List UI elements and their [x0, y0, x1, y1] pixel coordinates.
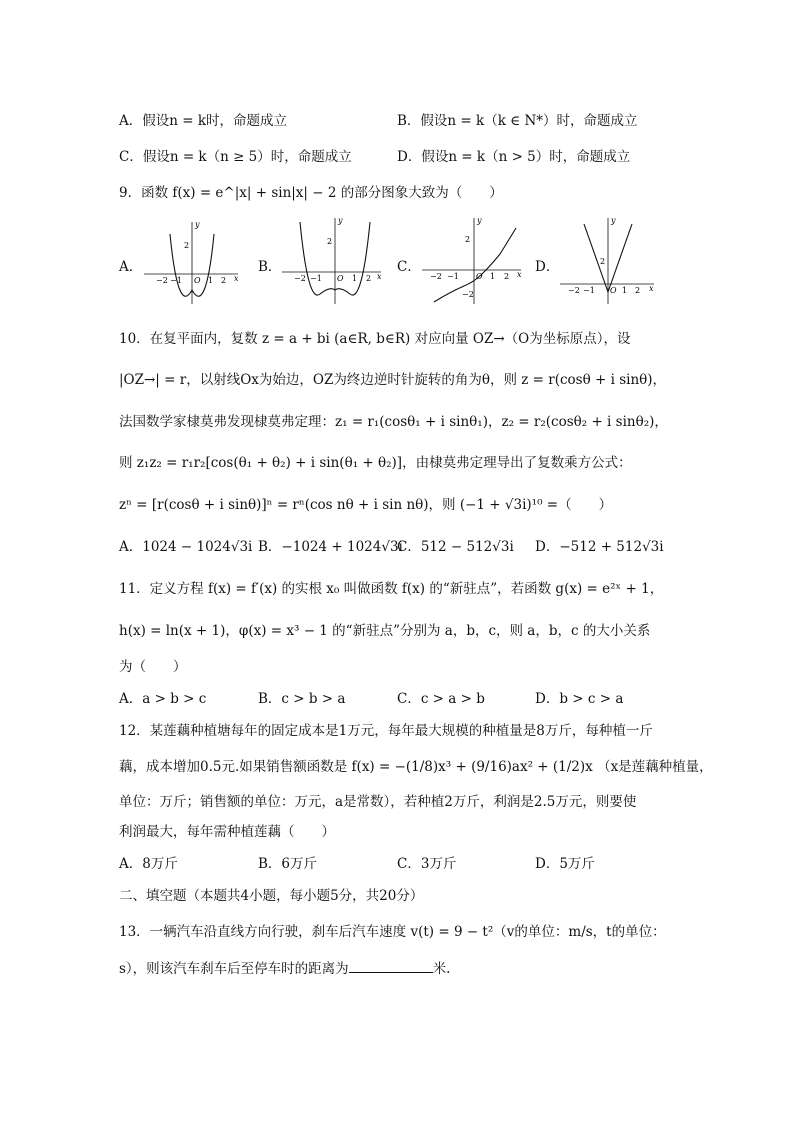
q11-line-3: 为（ ）: [119, 659, 187, 675]
q9a-tick-2x: 2: [221, 276, 227, 285]
q10-line-3: 法国数学家棣莫弗发现棣莫弗定理：z₁ = r₁(cosθ₁ + i sinθ₁)，z₂ = r₂(cosθ₂ + i sinθ₂)，: [119, 414, 668, 430]
section-title-fill-in: 二、填空题（本题共4小题，每小题5分，共20分）: [119, 888, 424, 904]
q8-option-c: C．假设n = k（n ≥ 5）时，命题成立: [119, 149, 352, 165]
q9b-tick-m2: −2: [294, 274, 306, 283]
q9d-origin: O: [610, 286, 617, 295]
q9a-x-label: x: [234, 274, 239, 283]
q9a-tick-m1: −1: [170, 276, 182, 285]
q10-option-c: C．512 − 512√3i: [397, 539, 514, 555]
q9c-tick-2: 2: [465, 235, 471, 244]
q8-option-d: D．假设n = k（n > 5）时，命题成立: [397, 149, 631, 165]
q9c-origin: O: [476, 272, 483, 281]
q9c-tick-neg2: −2: [462, 290, 474, 299]
q9b-tick-1: 1: [352, 274, 358, 283]
q9b-y-label: y: [338, 216, 343, 225]
q9d-tick-1: 1: [622, 286, 628, 295]
q11-option-d: D．b > c > a: [535, 691, 624, 707]
q11-option-b: B．c > b > a: [258, 691, 346, 707]
q9b-tick-m1: −1: [310, 274, 322, 283]
q13-line-2-text: s），则该汽车刹车后至停车时的距离为: [119, 961, 349, 977]
q9d-x-label: x: [649, 284, 654, 293]
q9d-tick-m1: −1: [583, 286, 595, 295]
q8-option-a: A．假设n = k时，命题成立: [119, 113, 288, 129]
q10-option-b: B．−1024 + 1024√3i: [258, 539, 403, 555]
q11-option-a: A．a > b > c: [119, 691, 207, 707]
q9c-tick-1: 1: [490, 272, 496, 281]
q9c-tick-2x: 2: [504, 272, 510, 281]
q9-label-c: C．: [397, 259, 421, 275]
q11-line-1: 11．定义方程 f(x) = f′(x) 的实根 x₀ 叫做函数 f(x) 的“新驻点”，若函数 g(x) = e²ˣ + 1，: [119, 581, 664, 597]
q9-stem: 9．函数 f(x) = e^|x| + sin|x| − 2 的部分图象大致为（ ）: [119, 185, 503, 201]
q9d-y-label: y: [611, 216, 616, 225]
q9a-origin: O: [194, 276, 201, 285]
q9d-tick-2: 2: [600, 257, 606, 266]
q9d-tick-2x: 2: [635, 286, 641, 295]
q9-graph-a: [142, 218, 242, 306]
q12-line-4: 利润最大，每年需种植莲藕（ ）: [119, 824, 335, 840]
q10-option-d: D．−512 + 512√3i: [535, 539, 664, 555]
q10-line-4: 则 z₁z₂ = r₁r₂[cos(θ₁ + θ₂) + i sin(θ₁ + θ₂)]，由棣莫弗定理导出了复数乘方公式：: [119, 455, 632, 471]
q13-answer-blank[interactable]: [349, 960, 433, 973]
q9c-tick-m2: −2: [430, 272, 442, 281]
q9b-x-label: x: [377, 272, 382, 281]
q9a-tick-m2: −2: [156, 276, 168, 285]
q9a-tick-2: 2: [184, 241, 190, 250]
q12-option-d: D．5万斤: [535, 856, 595, 872]
q10-line-1: 10．在复平面内，复数 z = a + bi (a∈R, b∈R) 对应向量 OZ→（O为坐标原点），设: [119, 331, 631, 347]
q12-option-a: A．8万斤: [119, 856, 178, 872]
q10-line-5: zⁿ = [r(cosθ + i sinθ)]ⁿ = rⁿ(cos nθ + i sin nθ)，则 (−1 + √3i)¹⁰ =（ ）: [119, 497, 613, 513]
q9b-tick-2: 2: [327, 237, 333, 246]
q12-option-c: C．3万斤: [397, 856, 457, 872]
q9c-x-label: x: [517, 270, 522, 279]
q9-label-d: D．: [535, 259, 560, 275]
q11-line-2: h(x) = ln(x + 1)，φ(x) = x³ − 1 的“新驻点”分别为 a，b，c，则 a，b，c 的大小关系: [119, 623, 651, 639]
q9-graph-d: [558, 214, 658, 306]
q11-option-c: C．c > a > b: [397, 691, 485, 707]
q9c-tick-m1: −1: [447, 272, 459, 281]
q13-line-2: [119, 957, 450, 977]
q13-line-1: 13．一辆汽车沿直线方向行驶，刹车后汽车速度 v(t) = 9 − t²（v的单位：m/s，t的单位：: [119, 924, 666, 940]
q9-graph-b: [280, 214, 385, 306]
q9a-y-label: y: [195, 220, 200, 229]
q9-label-b: B．: [258, 259, 282, 275]
q9-graph-c: [420, 214, 525, 306]
q9b-tick-2x: 2: [366, 274, 372, 283]
q9-label-a: A．: [119, 259, 143, 275]
q9b-origin: O: [337, 274, 344, 283]
q12-line-2: 藕，成本增加0.5元.如果销售额函数是 f(x) = −(1/8)x³ + (9/16)ax² + (1/2)x （x是莲藕种植量，: [119, 759, 713, 775]
q12-option-b: B．6万斤: [258, 856, 318, 872]
q12-line-1: 12．某莲藕种植塘每年的固定成本是1万元，每年最大规模的种植量是8万斤，每种植一斤: [119, 723, 653, 739]
q9d-tick-m2: −2: [568, 286, 580, 295]
q12-line-3: 单位：万斤；销售额的单位：万元，a是常数），若种植2万斤，利润是2.5万元，则要使: [119, 794, 637, 810]
q13-line-2-unit: 米.: [432, 961, 451, 977]
q9a-tick-1: 1: [208, 276, 214, 285]
q10-line-2: |OZ→| = r，以射线Ox为始边，OZ为终边逆时针旋转的角为θ，则 z = r(cosθ + i sinθ)，: [119, 372, 667, 388]
q10-option-a: A．1024 − 1024√3i: [119, 539, 253, 555]
q9c-y-label: y: [477, 216, 482, 225]
q8-option-b: B．假设n = k（k ∈ N*）时，命题成立: [397, 113, 638, 129]
